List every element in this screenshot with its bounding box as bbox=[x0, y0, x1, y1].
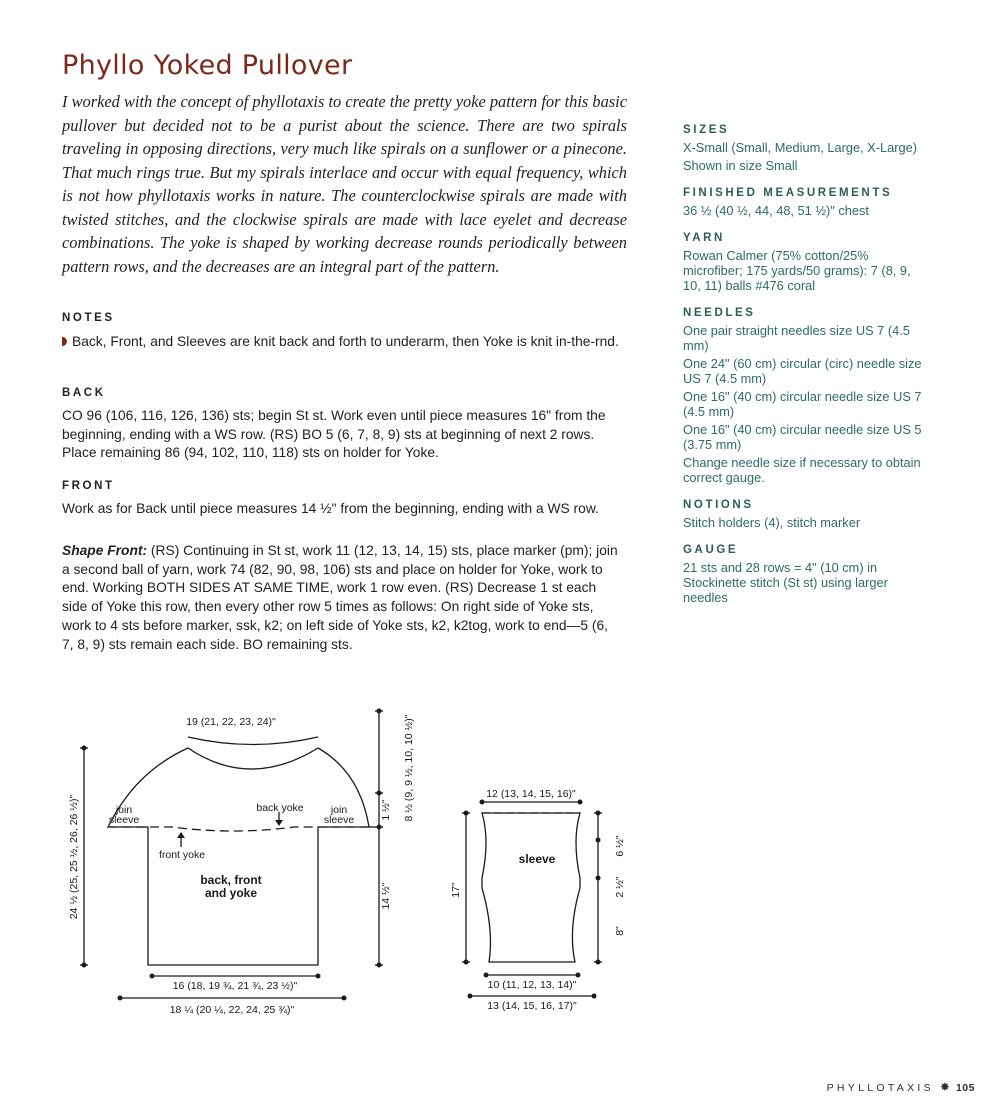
notions-heading: NOTIONS bbox=[683, 499, 754, 511]
sizes-heading: SIZES bbox=[683, 124, 730, 136]
shape-front-label: Shape Front: bbox=[62, 543, 148, 558]
bullet-icon bbox=[62, 337, 67, 346]
needles-heading: NEEDLES bbox=[683, 307, 756, 319]
notes-heading: NOTES bbox=[62, 312, 115, 324]
yoke-depth-label: 8 ½ (9, 9 ½, 10, 10 ½)" bbox=[403, 714, 415, 822]
join-sleeve-right: join bbox=[330, 804, 348, 816]
star-icon: ✸ bbox=[939, 1080, 950, 1094]
neck-width-label: 19 (21, 22, 23, 24)" bbox=[186, 716, 276, 728]
needles-line: One 16" (40 cm) circular needle size US 7 (4.5 mm) bbox=[683, 389, 922, 419]
sleeve-outline bbox=[482, 813, 580, 962]
join-sleeve-left: join bbox=[115, 804, 133, 816]
sizes-line: Shown in size Small bbox=[683, 158, 798, 173]
sleeve-seg-mid-label: 2 ½" bbox=[614, 876, 626, 898]
sleeve-length-label: 17" bbox=[450, 882, 462, 898]
needles-line: Change needle size if necessary to obtain correct gauge. bbox=[683, 455, 921, 485]
sizes-line: X-Small (Small, Medium, Large, X-Large) bbox=[683, 140, 917, 155]
yarn-line: Rowan Calmer (75% cotton/25% microfiber; 175 yards/50 grams): 7 (8, 9, 10, 11) balls #476 coral bbox=[683, 248, 911, 293]
gauge-line: 21 sts and 28 rows = 4" (10 cm) in Stockinette stitch (St st) using larger needles bbox=[683, 560, 888, 605]
needles-line: One 24" (60 cm) circular (circ) needle size US 7 (4.5 mm) bbox=[683, 356, 922, 386]
body-center-label: and yoke bbox=[204, 886, 258, 900]
sleeve-label: sleeve bbox=[518, 852, 556, 866]
total-length-label: 24 ½ (25, 25 ½, 26, 26 ½)" bbox=[68, 794, 80, 920]
page-footer bbox=[827, 1080, 975, 1094]
notions-line: Stitch holders (4), stitch marker bbox=[683, 515, 861, 530]
front-heading: FRONT bbox=[62, 480, 115, 492]
sidebar bbox=[683, 124, 923, 605]
gauge-heading: GAUGE bbox=[683, 544, 739, 556]
front-drop-label: 1 ½" bbox=[380, 799, 392, 821]
page-title: Phyllo Yoked Pullover bbox=[62, 50, 353, 81]
footer-section: PHYLLOTAXIS bbox=[826, 1082, 934, 1094]
body-center-label: back, front bbox=[200, 873, 262, 887]
yarn-heading: YARN bbox=[683, 232, 725, 244]
shape-front-text: Shape Front: (RS) Continuing in St st, work 11 (12, 13, 14, 15) sts, place marker (pm); join a second ball of yarn, work 74 (82, 90, 98, 106) sts and place on holder for Yoke, work to end. Working BOTH SIDES AT SAME TIME, work 1 row even. (RS) Decrease 1 st each side of Yoke this row, then every other row 5 times as follows: On right side of Yoke sts, work to 4 sts before marker, ssk, k2; on left side of Yoke sts, k2, k2tog, work to end—5 (6, 7, 8, 9) sts remain each side. BO remaining sts. bbox=[62, 543, 618, 652]
join-sleeve-left: sleeve bbox=[108, 814, 140, 826]
back-text: CO 96 (106, 116, 126, 136) sts; begin St st. Work even until piece measures 16" from the beginning, ending with a WS row. (RS) BO 5 (6, 7, 8, 9) sts at beginning of next 2 rows. Place remaining 86 (94, 102, 110, 118) sts on holder for Yoke. bbox=[62, 408, 606, 461]
sleeve-seg-bottom-label: 8" bbox=[614, 926, 626, 936]
join-sleeve-right: sleeve bbox=[323, 814, 355, 826]
front-text: Work as for Back until piece measures 14 ½" from the beginning, ending with a WS row. bbox=[62, 501, 599, 516]
sleeve-top-width-label: 12 (13, 14, 15, 16)" bbox=[486, 788, 576, 800]
width-inner-label: 16 (18, 19 ¾, 21 ¾, 23 ½)" bbox=[172, 980, 298, 992]
needles-line: One pair straight needles size US 7 (4.5 mm) bbox=[683, 323, 910, 353]
sleeve-bottom-outer-label: 13 (14, 15, 16, 17)" bbox=[487, 1000, 577, 1012]
back-yoke-label: back yoke bbox=[256, 802, 304, 814]
neck-dimension bbox=[188, 737, 318, 745]
sleeve-bottom-inner-label: 10 (11, 12, 13, 14)" bbox=[487, 979, 577, 991]
intro-paragraph: I worked with the concept of phyllotaxis to create the pretty yoke pattern for this basic pullover but decided not to be a purist about the science. There are two spirals traveling in opposing directions, very much like spirals on a sunflower or a pinecone. That much rings true. But my spirals interlace and occur with equal frequency, which is not how phyllotaxis works in nature. The counterclockwise spirals are made with twisted stitches, and the clockwise spirals are made with lace eyelet and decrease combinations. The yoke is shaped by working decrease rounds periodically between pattern rows, and the decreases are an integral part of the pattern. bbox=[62, 92, 627, 276]
front-yoke-label: front yoke bbox=[158, 849, 206, 861]
body-outline bbox=[108, 748, 369, 965]
sleeve-seg-top-label: 6 ½" bbox=[614, 835, 626, 857]
width-outer-label: 18 ¼ (20 ¼, 22, 24, 25 ¾)" bbox=[169, 1004, 295, 1016]
underarm-length-label: 14 ½" bbox=[380, 882, 392, 910]
finished-heading: FINISHED MEASUREMENTS bbox=[683, 187, 893, 199]
page-number: 105 bbox=[955, 1082, 975, 1094]
schematic-diagram bbox=[0, 700, 999, 1030]
finished-line: 36 ½ (40 ½, 44, 48, 51 ½)" chest bbox=[683, 203, 869, 218]
needles-line: One 16" (40 cm) circular needle size US 5 (3.75 mm) bbox=[683, 422, 922, 452]
back-heading: BACK bbox=[62, 387, 106, 399]
notes-text: Back, Front, and Sleeves are knit back and forth to underarm, then Yoke is knit in-the-rnd. bbox=[62, 333, 622, 352]
